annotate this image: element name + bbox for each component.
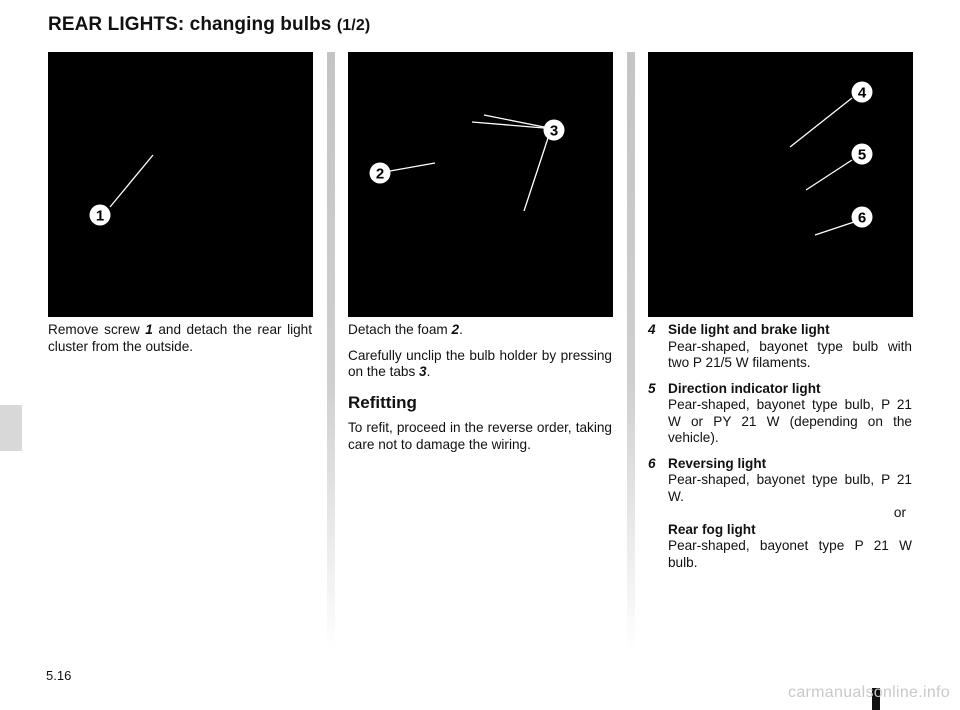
refitting-heading: Refitting [348,392,417,412]
callout-line-2 [390,163,435,171]
column-divider-1 [327,52,335,652]
legend-description: Pear-shaped, bayonet type bulb, P 21 W or PY 21 W (depending on the vehicle). [668,397,912,445]
legend-description: Pear-shaped, bayonet type P 21 W bulb. [668,538,912,570]
legend-item [648,322,912,372]
figure-2-drawing [348,52,613,317]
column-1-text [48,322,312,364]
column-2-text [348,322,612,462]
legend-heading: Direction indicator light [668,380,821,396]
step-text: Detach the foam [348,322,452,337]
callout-label-1: 1 [95,207,105,225]
ref-number: 3 [419,364,427,379]
legend-heading: Side light and brake light [668,322,830,337]
legend-description: Pear-shaped, bayonet type bulb, P 21 W. [668,472,912,504]
step-text: . [426,364,431,379]
legend-item [648,381,912,447]
callout-label-3: 3 [549,122,559,140]
column-divider-2 [627,52,635,652]
step-text: Remove screw [48,322,146,337]
figure-1 [48,52,313,317]
ref-number: 1 [145,322,153,337]
figure-3-drawing [648,52,913,317]
page-title [48,14,370,36]
legend-heading: Reversing light [668,455,767,471]
step-detach-foam [348,322,612,339]
figure-1-drawing [48,52,313,317]
figure-2 [348,52,613,317]
watermark: carmanualsonline.info [788,684,950,701]
legend-item [648,456,912,572]
legend-or: or [893,505,906,520]
page-title-suffix: (1/2) [336,17,371,34]
callout-line-3c [524,138,548,211]
callout-label-5: 5 [857,146,867,164]
page-title-text: REAR LIGHTS: changing bulbs [48,14,332,35]
callout-line-6 [815,222,854,235]
step-text: Carefully unclip the bulb holder by pressing on the tabs [348,347,612,379]
legend-key: 5 [648,380,656,396]
step-text: and detach the rear light cluster from the outside. [48,322,313,354]
step-unclip-holder [348,348,612,381]
section-tab [0,405,22,451]
step-remove-screw [48,322,312,355]
bulb-legend [648,322,912,580]
legend-description: Pear-shaped, bayonet type bulb with two P 21/5 W filaments. [668,338,912,370]
refitting-text: To refit, proceed in the reverse order, taking care not to damage the wiring. [348,420,612,452]
ref-number: 2 [451,322,460,337]
callout-line-4 [790,98,852,147]
figure-3 [648,52,913,317]
page-number: 5.16 [46,668,72,683]
callout-line-1 [110,155,153,207]
legend-key: 6 [648,455,656,471]
callout-label-2: 2 [375,165,385,183]
callout-label-6: 6 [857,209,867,227]
legend-heading: Rear fog light [668,521,756,537]
step-text: . [459,322,463,337]
callout-line-5 [806,160,852,190]
legend-key: 4 [648,322,656,337]
callout-label-4: 4 [857,84,867,102]
